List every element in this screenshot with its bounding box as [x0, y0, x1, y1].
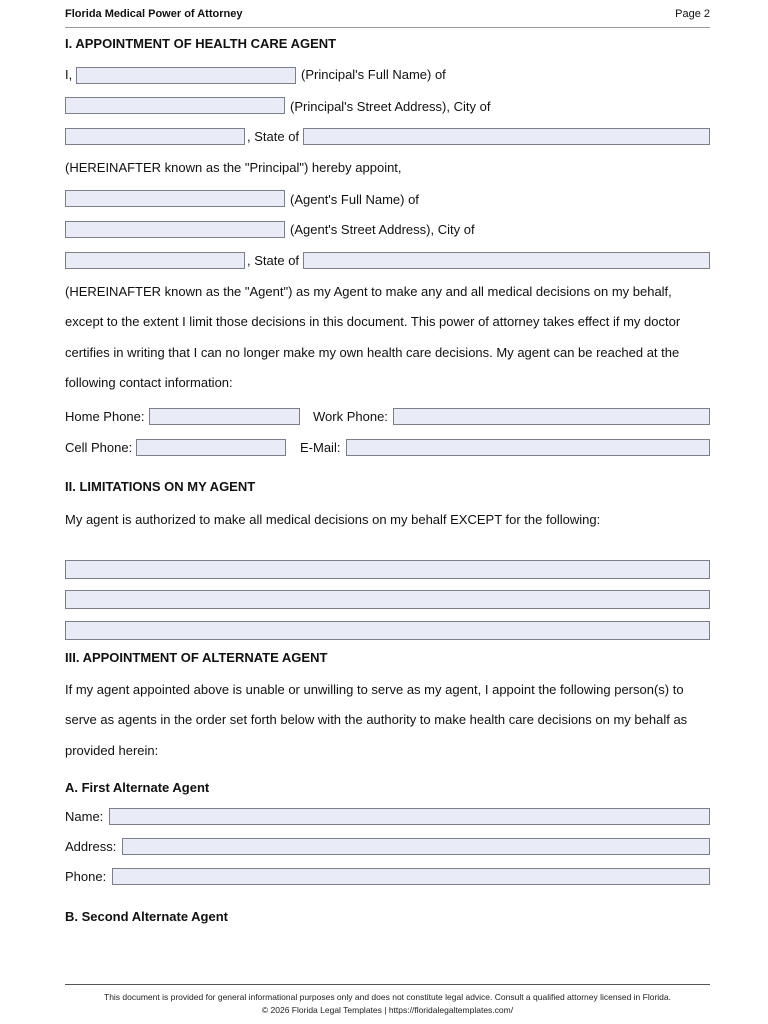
principal-city-field[interactable]	[65, 128, 245, 145]
email-label: E-Mail:	[300, 440, 341, 455]
page-number: Page 2	[675, 8, 710, 20]
principal-state-field[interactable]	[303, 128, 710, 145]
agent-address-label: (Agent's Street Address), City of	[290, 222, 475, 237]
agent-city-field[interactable]	[65, 252, 245, 269]
alternate-paragraph-line-3: provided herein:	[65, 743, 159, 758]
alternate-paragraph-line-2: serve as agents in the order set forth below with the authority to make health care decisions on my behalf as	[65, 712, 688, 727]
footer-copyright: © 2026 Florida Legal Templates | https://floridalegaltemplates.com/	[261, 1005, 514, 1015]
first-alternate-phone-field[interactable]	[112, 868, 710, 885]
agent-address-field[interactable]	[65, 221, 285, 238]
limitations-intro-text: My agent is authorized to make all medical decisions on my behalf EXCEPT for the following:	[65, 512, 601, 527]
principal-line-prefix: I,	[65, 67, 73, 82]
limitation-field-2[interactable]	[65, 590, 710, 609]
work-phone-label: Work Phone:	[313, 409, 388, 424]
section-1-heading: I. APPOINTMENT OF HEALTH CARE AGENT	[65, 36, 337, 51]
limitation-field-3[interactable]	[65, 621, 710, 640]
first-alternate-name-label: Name:	[65, 809, 104, 824]
home-phone-field[interactable]	[149, 408, 300, 425]
first-alternate-phone-label: Phone:	[65, 869, 107, 884]
agent-paragraph-line-3: certifies in writing that I can no longer make my own health care decisions. My agent can be reached at the	[65, 345, 680, 360]
page-footer	[65, 984, 710, 1017]
principal-name-field[interactable]	[76, 67, 296, 84]
first-alternate-name-field[interactable]	[109, 808, 710, 825]
agent-state-label: , State of	[247, 253, 300, 268]
principal-name-label: (Principal's Full Name) of	[301, 67, 446, 82]
hereinafter-principal-text: (HEREINAFTER known as the "Principal") hereby appoint,	[65, 160, 402, 175]
alternate-paragraph-line-1: If my agent appointed above is unable or unwilling to serve as my agent, I appoint the following person(s) to	[65, 682, 684, 697]
document-title: Florida Medical Power of Attorney	[65, 8, 243, 20]
cell-phone-label: Cell Phone:	[65, 440, 133, 455]
first-alternate-address-label: Address:	[65, 839, 117, 854]
first-alternate-heading: A. First Alternate Agent	[65, 780, 210, 795]
principal-address-field[interactable]	[65, 97, 285, 114]
section-2-heading: II. LIMITATIONS ON MY AGENT	[65, 479, 256, 494]
home-phone-label: Home Phone:	[65, 409, 145, 424]
principal-state-label: , State of	[247, 129, 300, 144]
limitation-field-1[interactable]	[65, 560, 710, 579]
agent-name-label: (Agent's Full Name) of	[290, 192, 419, 207]
principal-address-label: (Principal's Street Address), City of	[290, 99, 491, 114]
agent-name-field[interactable]	[65, 190, 285, 207]
cell-phone-field[interactable]	[136, 439, 286, 456]
email-field[interactable]	[346, 439, 710, 456]
footer-disclaimer: This document is provided for general informational purposes only and does not constitute legal advice. Consult a qualified attorney licensed in Florida.	[104, 992, 671, 1002]
agent-paragraph-line-1: (HEREINAFTER known as the "Agent") as my Agent to make any and all medical decisions on my behalf,	[65, 284, 672, 299]
work-phone-field[interactable]	[393, 408, 710, 425]
first-alternate-address-field[interactable]	[122, 838, 710, 855]
agent-state-field[interactable]	[303, 252, 710, 269]
second-alternate-heading: B. Second Alternate Agent	[65, 909, 229, 924]
section-3-heading: III. APPOINTMENT OF ALTERNATE AGENT	[65, 650, 328, 665]
agent-paragraph-line-2: except to the extent I limit those decisions in this document. This power of attorney takes effect if my doctor	[65, 314, 681, 329]
agent-paragraph-line-4: following contact information:	[65, 375, 233, 390]
page-header	[65, 6, 710, 28]
